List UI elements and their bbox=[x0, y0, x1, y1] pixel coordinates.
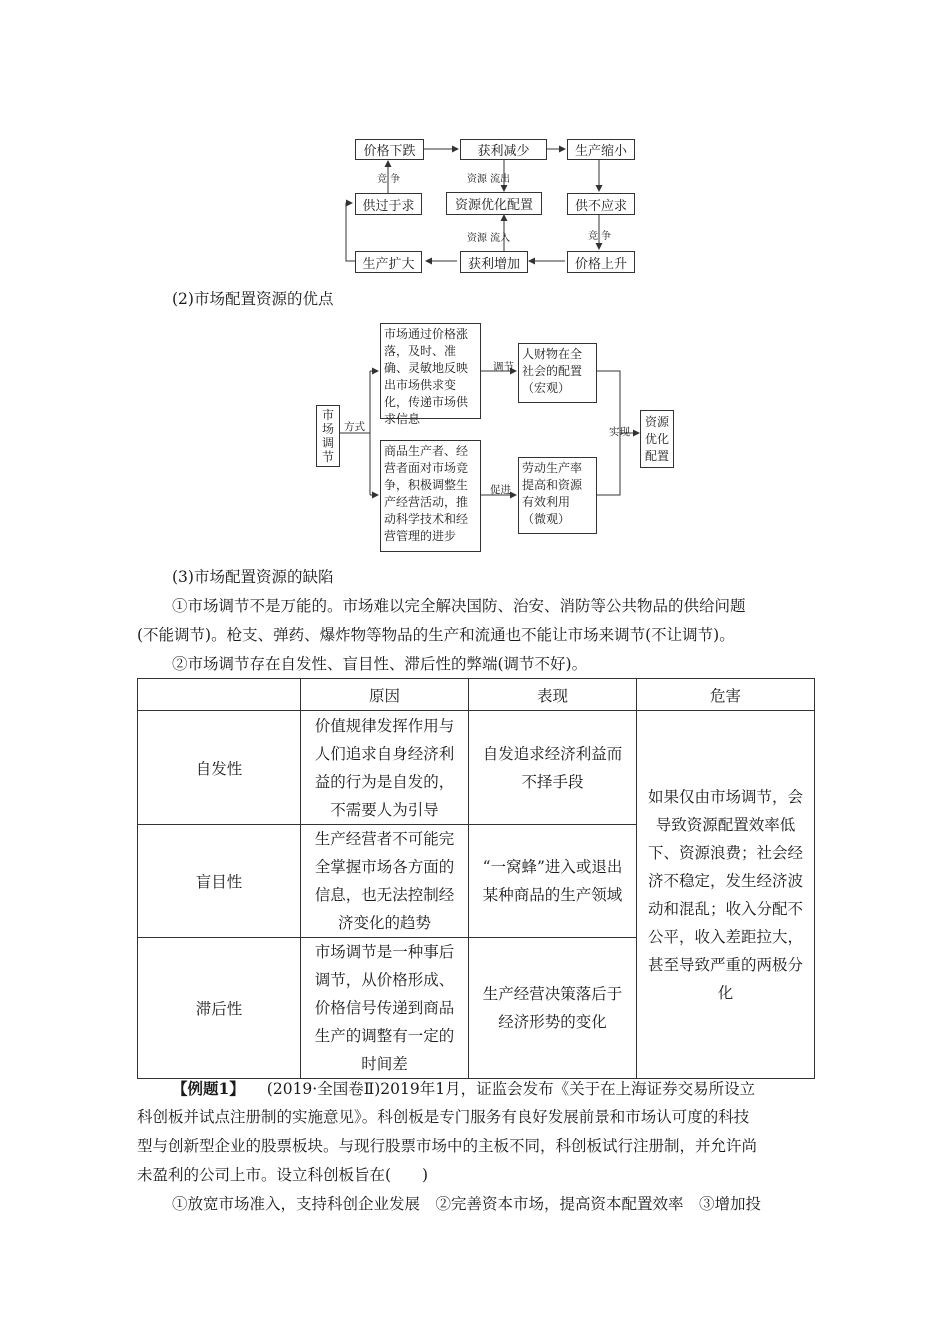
node-price-rise: 价格上升 bbox=[567, 251, 635, 273]
row-cause-text: 价值规律发挥作用与人们追求自身经济利益的行为是自发的，不需要人为引导 bbox=[314, 716, 455, 819]
diagram-lines bbox=[310, 318, 690, 558]
label-promote: 促进 bbox=[490, 484, 511, 496]
header-cause: 原因 bbox=[301, 679, 469, 711]
label-compete-left: 竞 争 bbox=[377, 174, 401, 185]
box-macro-allocation: 人财物在全社会的配置（宏观） bbox=[518, 343, 597, 403]
row-name: 滞后性 bbox=[138, 938, 301, 1079]
header-manifestation: 表现 bbox=[469, 679, 637, 711]
example-tag: 【例题1】 bbox=[172, 1079, 245, 1098]
defects-table bbox=[137, 678, 815, 1079]
node-undersupply: 供不应求 bbox=[567, 193, 635, 215]
box-market-regulation: 市场调节 bbox=[316, 405, 340, 467]
harm-cell bbox=[637, 711, 815, 1079]
row-cause bbox=[301, 711, 469, 825]
row-manifestation-text: “一窝蜂”进入或退出某种商品的生产领域 bbox=[482, 858, 623, 904]
section-2-title: (2)市场配置资源的优点 bbox=[172, 290, 334, 308]
node-production-expand: 生产扩大 bbox=[355, 251, 422, 273]
node-production-shrink: 生产缩小 bbox=[567, 139, 635, 160]
example-line-3: 型与创新型企业的股票板块。与现行股票市场中的主板不同，科创板试行注册制，并允许尚 bbox=[137, 1137, 758, 1155]
label-realize: 实现 bbox=[609, 426, 630, 438]
node-optimal-allocation: 资源优化配置 bbox=[446, 192, 542, 215]
example-line-1 bbox=[172, 1073, 755, 1105]
node-profit-fall: 获利减少 bbox=[460, 139, 547, 160]
row-cause-text: 市场调节是一种事后调节，从价格形成、价格信号传递到商品生产的调整有一定的时间差 bbox=[314, 943, 455, 1073]
row-manifestation bbox=[469, 825, 637, 938]
node-price-fall: 价格下跌 bbox=[355, 139, 424, 160]
box-price-signals: 市场通过价格涨落，及时、准确、灵敏地反映出市场供求变化，传递市场供求信息 bbox=[380, 323, 481, 419]
table-row bbox=[138, 711, 815, 825]
section-3-title: (3)市场配置资源的缺陷 bbox=[172, 568, 334, 586]
harm-text: 如果仅由市场调节，会导致资源配置效率低下、资源浪费；社会经济不稳定，发生经济波动和混乱；收入分配不公平，收入差距拉大，甚至导致严重的两极分化 bbox=[647, 787, 803, 1002]
row-manifestation-text: 自发追求经济利益而不择手段 bbox=[482, 744, 623, 791]
row-manifestation-text: 生产经营决策落后于经济形势的变化 bbox=[482, 985, 623, 1031]
box-optimal-allocation: 资源优化配置 bbox=[640, 410, 674, 468]
example-line-4: 未盈利的公司上市。设立科创板旨在( ) bbox=[137, 1166, 429, 1184]
row-name: 自发性 bbox=[138, 711, 301, 825]
paragraph-2: ②市场调节存在自发性、盲目性、滞后性的弊端(调节不好)。 bbox=[172, 655, 588, 673]
example-line-5: ①放宽市场准入，支持科创企业发展 ②完善资本市场，提高资本配置效率 ③增加投 bbox=[172, 1195, 762, 1213]
label-compete-right: 竞 争 bbox=[588, 231, 612, 242]
label-way: 方式 bbox=[344, 421, 365, 433]
example-line-1-text: (2019·全国卷Ⅱ)2019年1月，证监会发布《关于在上海证券交易所设立 bbox=[266, 1080, 756, 1098]
row-cause bbox=[301, 825, 469, 938]
node-profit-rise: 获利增加 bbox=[460, 251, 528, 273]
row-name: 盲目性 bbox=[138, 825, 301, 938]
header-empty bbox=[138, 679, 301, 711]
node-oversupply: 供过于求 bbox=[355, 193, 422, 215]
row-cause bbox=[301, 938, 469, 1079]
header-harm: 危害 bbox=[637, 679, 815, 711]
box-competition: 商品生产者、经营者面对市场竞争，积极调整生产经营活动，推动科学技术和经营管理的进步 bbox=[380, 440, 481, 552]
paragraph-1-line-2: (不能调节)。枪支、弹药、爆炸物等物品的生产和流通也不能让市场来调节(不让调节)。 bbox=[137, 626, 735, 644]
label-inflow: 资源 流入 bbox=[467, 233, 511, 244]
table-header-row bbox=[138, 679, 815, 711]
box-micro-efficiency: 劳动生产率提高和资源有效利用（微观） bbox=[518, 457, 597, 534]
row-cause-text: 生产经营者不可能完全掌握市场各方面的信息，也无法控制经济变化的趋势 bbox=[314, 830, 455, 932]
row-manifestation bbox=[469, 711, 637, 825]
label-outflow: 资源 流出 bbox=[467, 174, 511, 185]
row-manifestation bbox=[469, 938, 637, 1079]
label-adjust: 调节 bbox=[493, 361, 514, 373]
example-line-2: 科创板并试点注册制的实施意见》。科创板是专门服务有良好发展前景和市场认可度的科技 bbox=[137, 1108, 750, 1126]
paragraph-1-line-1: ①市场调节不是万能的。市场难以完全解决国防、治安、消防等公共物品的供给问题 bbox=[172, 597, 746, 615]
